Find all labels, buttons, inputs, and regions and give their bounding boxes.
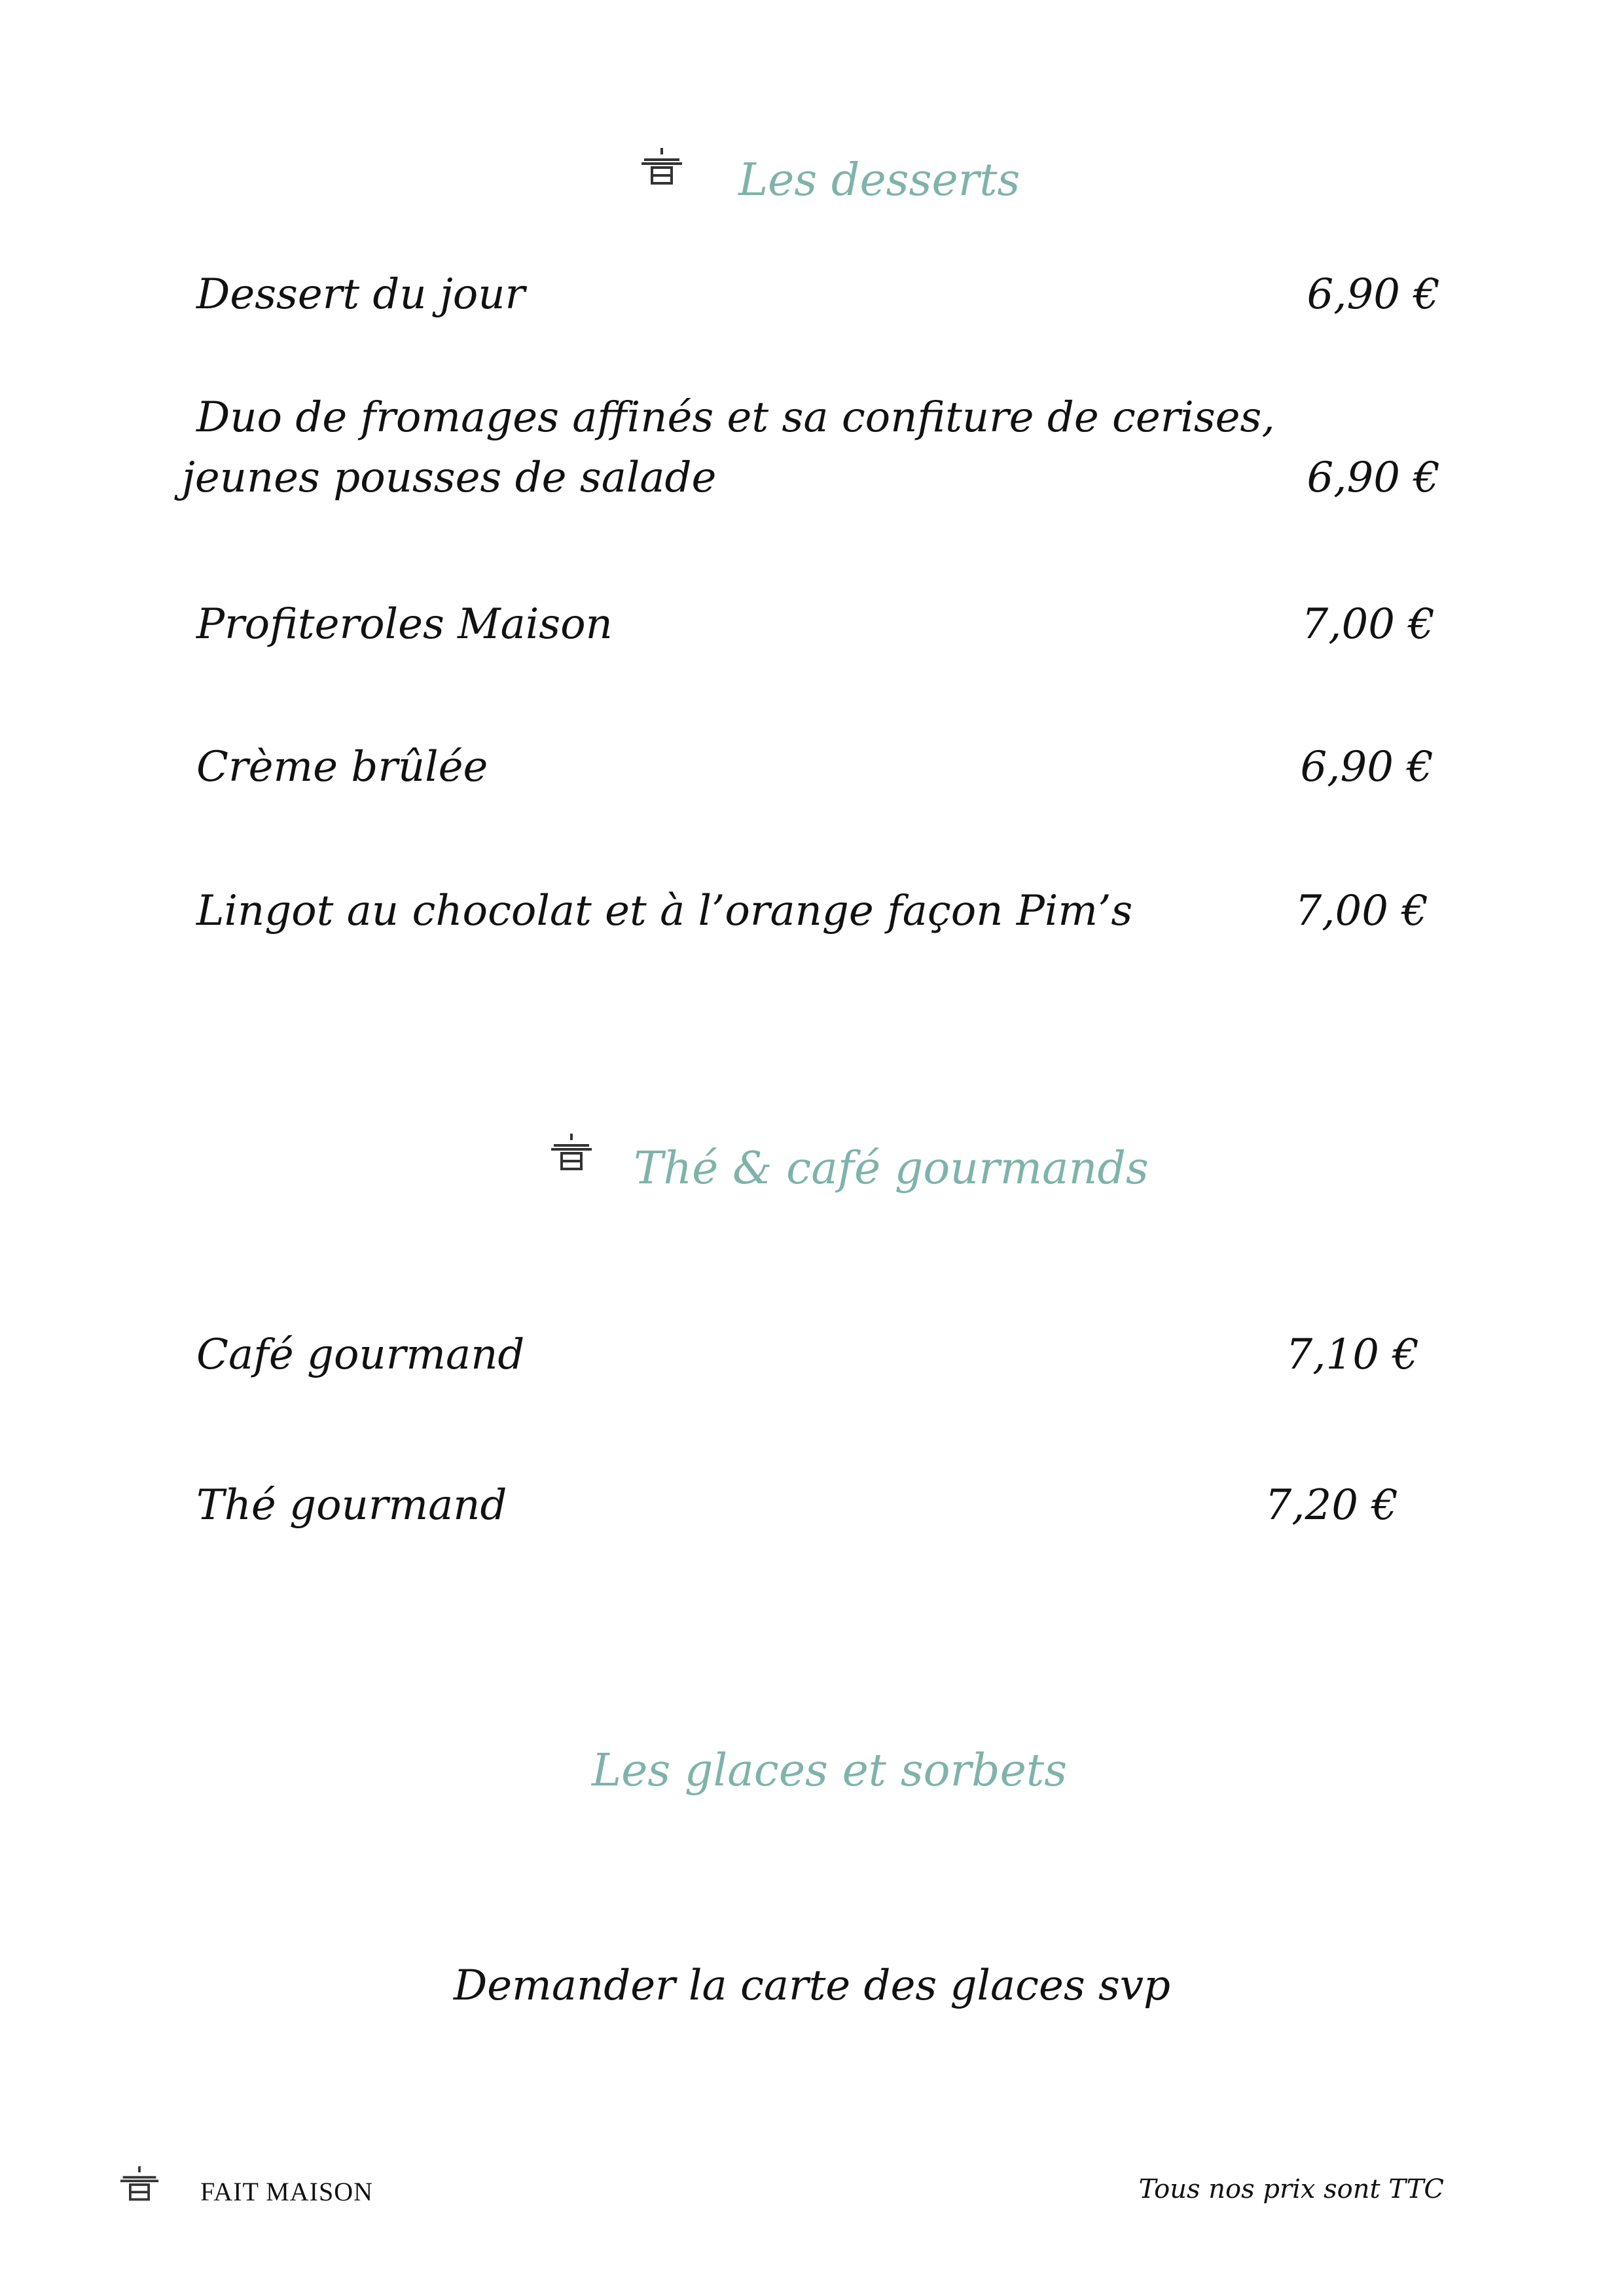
menu-item-name: Thé gourmand	[196, 1481, 507, 1530]
house-icon	[119, 2164, 160, 2204]
section-title-desserts: Les desserts	[738, 154, 1020, 206]
section-title-the-cafe: Thé & café gourmands	[634, 1143, 1149, 1194]
menu-item-name: Lingot au chocolat et à l’orange façon Pim’s	[196, 887, 1133, 935]
menu-item-name: Profiteroles Maison	[196, 600, 613, 649]
house-icon	[550, 1131, 593, 1174]
glaces-note: Demander la carte des glaces svp	[453, 1962, 1171, 2010]
menu-item-name-line: jeunes pousses de salade	[182, 454, 717, 502]
menu-item-name	[182, 387, 1275, 508]
menu-item-price: 7,10 €	[1286, 1331, 1419, 1379]
menu-item-price: 6,90 €	[1300, 743, 1434, 791]
menu-item-price: 7,20 €	[1265, 1481, 1398, 1530]
section-title-glaces: Les glaces et sorbets	[592, 1745, 1068, 1797]
menu-item-name: Dessert du jour	[196, 270, 526, 319]
menu-item-price: 6,90 €	[1307, 270, 1440, 319]
menu-item-name-line: Duo de fromages affinés et sa confiture de cerises,	[196, 393, 1275, 442]
house-icon	[640, 145, 683, 188]
menu-item-price: 7,00 €	[1295, 887, 1428, 935]
menu-item-name: Café gourmand	[196, 1331, 525, 1379]
menu-item-price: 7,00 €	[1301, 600, 1435, 649]
menu-item-name: Crème brûlée	[196, 743, 488, 791]
footer-fait-maison: FAIT MAISON	[200, 2177, 373, 2206]
menu-item-price: 6,90 €	[1307, 454, 1440, 502]
footer-prices-note: Tous nos prix sont TTC	[1138, 2174, 1444, 2204]
